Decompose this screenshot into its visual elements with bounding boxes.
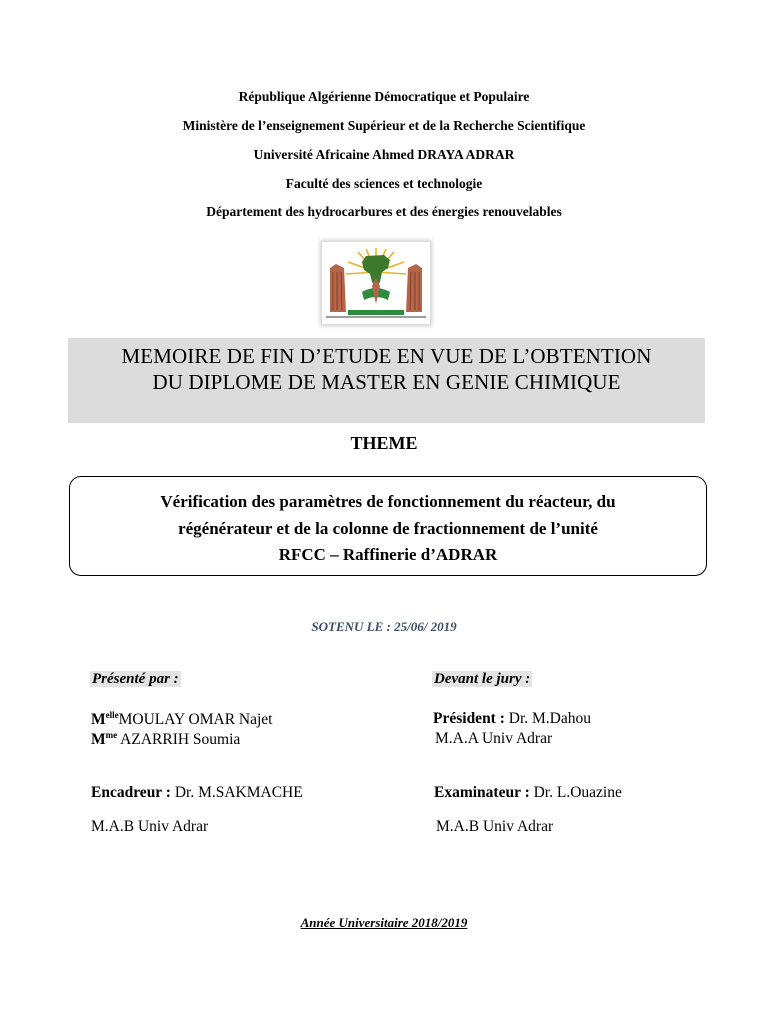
presented-by-label — [90, 670, 181, 688]
header-university: Université Africaine Ahmed DRAYA ADRAR — [253, 147, 515, 162]
theme-label: THEME — [350, 433, 418, 453]
theme-line-3: RFCC – Raffinerie d’ADRAR — [278, 545, 498, 564]
thesis-title-line-1: MEMOIRE DE FIN D’ETUDE EN VUE DE L’OBTENTION — [121, 344, 652, 368]
supervisor-name: Dr. M.SAKMACHE — [174, 784, 303, 801]
student-2-sup: me — [105, 730, 118, 740]
thesis-title-box — [68, 338, 705, 423]
presented-by-label-text: Présenté par : — [92, 671, 179, 687]
jury-label-text: Devant le jury : — [434, 671, 531, 687]
jury-president — [433, 710, 591, 728]
theme-line-2: régénérateur et de la colonne de fractionnement de l’unité — [178, 519, 598, 538]
jury-examiner — [434, 784, 622, 802]
student-1-title: M — [91, 711, 106, 728]
student-2-name: AZARRIH Soumia — [120, 731, 241, 748]
president-grade: M.A.A Univ Adrar — [435, 730, 553, 747]
header-department: Département des hydrocarbures et des énergies renouvelables — [206, 204, 562, 219]
student-1-name: MOULAY OMAR Najet — [118, 711, 273, 728]
examiner-label: Examinateur : — [434, 784, 530, 801]
thesis-title-line-2: DU DIPLOME DE MASTER EN GENIE CHIMIQUE — [152, 370, 621, 394]
university-logo — [322, 242, 430, 324]
examiner-name: Dr. L.Ouazine — [533, 784, 622, 801]
theme-box — [69, 476, 707, 576]
header-republic: République Algérienne Démocratique et Populaire — [238, 89, 530, 104]
student-2 — [91, 730, 240, 749]
student-1 — [91, 710, 273, 729]
president-label: Président : — [433, 710, 505, 727]
student-2-title: M — [91, 731, 106, 748]
theme-line-1: Vérification des paramètres de fonctionnement du réacteur, du — [160, 492, 616, 511]
defense-date: SOTENU LE : 25/06/ 2019 — [311, 619, 457, 634]
supervisor-label: Encadreur : — [91, 784, 171, 801]
student-1-sup: elle — [105, 710, 119, 720]
university-emblem-icon — [322, 242, 430, 324]
supervisor — [91, 784, 303, 802]
supervisor-grade: M.A.B Univ Adrar — [91, 818, 209, 835]
examiner-grade: M.A.B Univ Adrar — [436, 818, 554, 835]
academic-year: Année Universitaire 2018/2019 — [300, 915, 468, 930]
header-ministry: Ministère de l’enseignement Supérieur et de la Recherche Scientifique — [182, 118, 586, 133]
jury-label — [432, 670, 532, 688]
header-faculty: Faculté des sciences et technologie — [285, 176, 483, 191]
president-name: Dr. M.Dahou — [508, 710, 591, 727]
